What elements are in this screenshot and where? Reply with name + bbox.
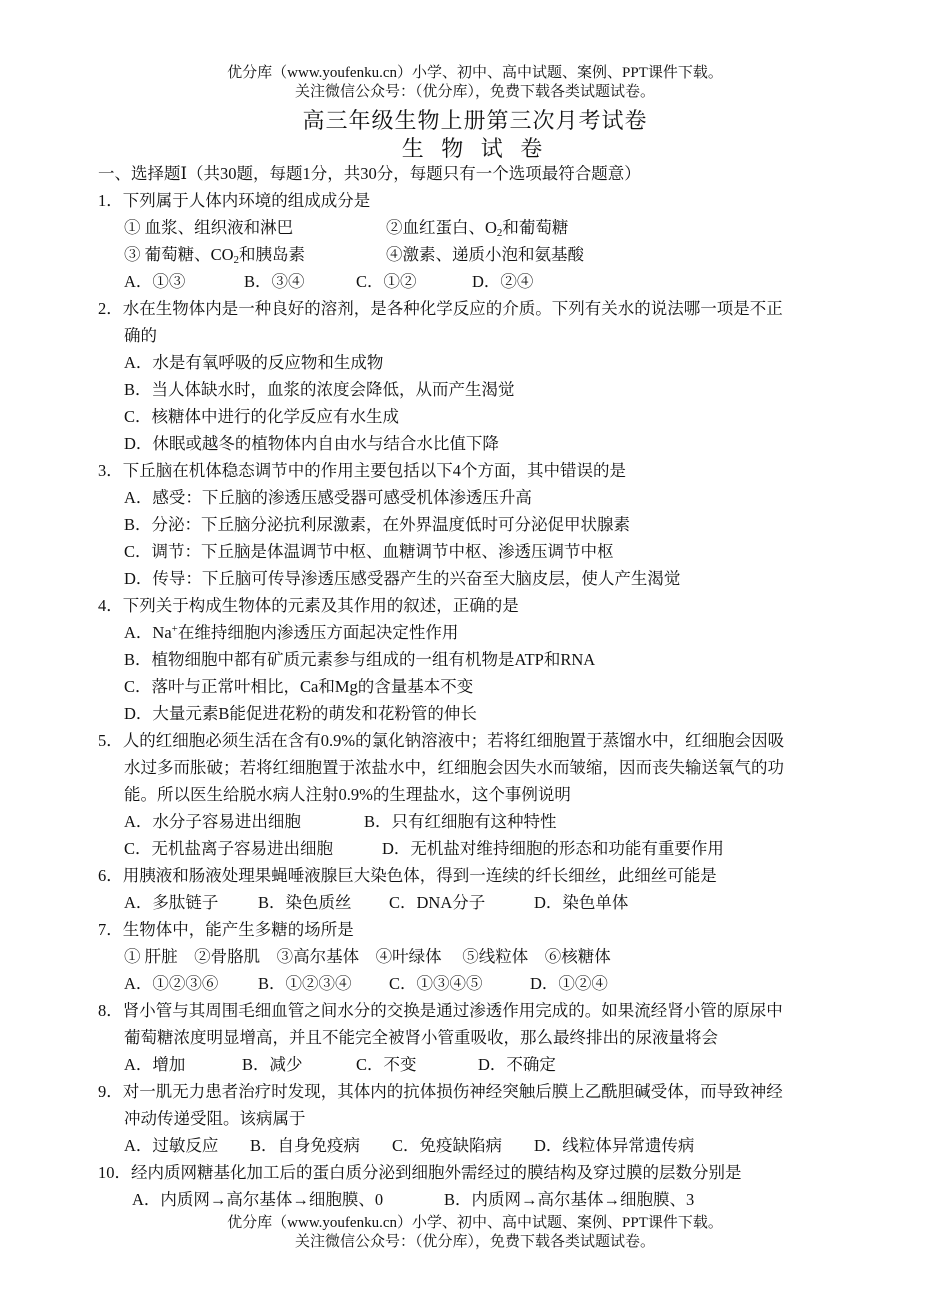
- q1-item-4: ④激素、递质小泡和氨基酸: [386, 245, 584, 264]
- q7-stem: 7．生物体中，能产生多糖的场所是: [98, 920, 354, 939]
- q5-stem-line-1: 5．人的红细胞必须生活在含有0.9%的氯化钠溶液中；若将红细胞置于蒸馏水中，红细胞会因吸: [98, 731, 785, 750]
- q8-stem-line-1: 8．肾小管与其周围毛细血管之间水分的交换是通过渗透作用完成的。如果流经肾小管的原尿中: [98, 1001, 783, 1020]
- q5-option-a: A．水分子容易进出细胞: [124, 812, 301, 831]
- q1-option-c: C．①②: [356, 272, 417, 291]
- q3-stem: 3．下丘脑在机体稳态调节中的作用主要包括以下4个方面，其中错误的是: [98, 461, 626, 480]
- q9-stem-line-2: 冲动传递受阻。该病属于: [124, 1109, 306, 1128]
- q5-stem-line-3: 能。所以医生给脱水病人注射0.9%的生理盐水，这个事例说明: [124, 785, 571, 804]
- q2-option-d: D．休眠或越冬的植物体内自由水与结合水比值下降: [124, 434, 499, 453]
- q3-option-b: B．分泌：下丘脑分泌抗利尿激素，在外界温度低时可分泌促甲状腺素: [124, 515, 631, 534]
- q2-stem-line-1: 2．水在生物体内是一种良好的溶剂，是各种化学反应的介质。下列有关水的说法哪一项是不正: [98, 299, 783, 318]
- q5-option-d: D．无机盐对维持细胞的形态和功能有重要作用: [382, 839, 724, 858]
- header-line-1: 优分库（www.youfenku.cn）小学、初中、高中试题、案例、PPT课件下载。: [227, 65, 723, 81]
- q7-option-b: B．①②③④: [258, 974, 352, 993]
- q3-option-a: A．感受：下丘脑的渗透压感受器可感受机体渗透压升高: [124, 488, 532, 507]
- q6-option-c: C．DNA分子: [389, 893, 486, 912]
- exam-subtitle: 生 物 试 卷: [401, 136, 549, 161]
- q7-option-c: C．①③④⑤: [389, 974, 483, 993]
- q5-option-c: C．无机盐离子容易进出细胞: [124, 839, 334, 858]
- q8-option-a: A．增加: [124, 1055, 186, 1074]
- q8-stem-line-2: 葡萄糖浓度明显增高，并且不能完全被肾小管重吸收，那么最终排出的尿液量将会: [124, 1028, 718, 1047]
- q1-stem: 1．下列属于人体内环境的组成成分是: [98, 191, 371, 210]
- q6-stem: 6．用胰液和肠液处理果蝇唾液腺巨大染色体，得到一连续的纤长细丝，此细丝可能是: [98, 866, 717, 885]
- q9-option-d: D．线粒体异常遗传病: [534, 1136, 695, 1155]
- q9-stem-line-1: 9．对一肌无力患者治疗时发现，其体内的抗体损伤神经突触后膜上乙酰胆碱受体，而导致神经: [98, 1082, 783, 1101]
- q6-option-d: D．染色单体: [534, 893, 629, 912]
- q10-option-a: A．内质网→高尔基体→细胞膜、0: [132, 1190, 384, 1209]
- q2-option-a: A．水是有氧呼吸的反应物和生成物: [124, 353, 384, 372]
- q3-option-d: D．传导：下丘脑可传导渗透压感受器产生的兴奋至大脑皮层，使人产生渴觉: [124, 569, 681, 588]
- q1-item-3: ③ 葡萄糖、$CO_2$和胰岛素: [124, 245, 306, 266]
- q7-items: ① 肝脏 ②骨胳肌 ③高尔基体 ④叶绿体 ⑤线粒体 ⑥核糖体: [124, 947, 611, 966]
- q7-option-d: D．①②④: [530, 974, 608, 993]
- q1-item-1: ① 血浆、组织液和淋巴: [124, 218, 294, 237]
- footer-line-2: 关注微信公众号：（优分库），免费下载各类试题试卷。: [294, 1234, 655, 1250]
- q10-stem: 10．经内质网糖基化加工后的蛋白质分泌到细胞外需经过的膜结构及穿过膜的层数分别是: [98, 1163, 742, 1182]
- q8-option-d: D．不确定: [478, 1055, 556, 1074]
- q5-option-b: B．只有红细胞有这种特性: [364, 812, 557, 831]
- q9-option-c: C．免疫缺陷病: [392, 1136, 503, 1155]
- q1-option-a: A．①③: [124, 272, 186, 291]
- q10-option-b: B．内质网→高尔基体→细胞膜、3: [444, 1190, 695, 1209]
- q8-option-b: B．减少: [242, 1055, 303, 1074]
- q1-option-b: B．③④: [244, 272, 305, 291]
- footer-line-1: 优分库（www.youfenku.cn）小学、初中、高中试题、案例、PPT课件下载。: [227, 1215, 723, 1231]
- q4-stem: 4．下列关于构成生物体的元素及其作用的叙述，正确的是: [98, 596, 519, 615]
- q1-option-d: D．②④: [472, 272, 534, 291]
- q3-option-c: C．调节：下丘脑是体温调节中枢、血糖调节中枢、渗透压调节中枢: [124, 542, 614, 561]
- q2-stem-line-2: 确的: [124, 326, 157, 345]
- q8-option-c: C．不变: [356, 1055, 417, 1074]
- q2-option-c: C．核糖体中进行的化学反应有水生成: [124, 407, 400, 426]
- exam-title: 高三年级生物上册第三次月考试卷: [302, 108, 648, 133]
- q9-option-b: B．自身免疫病: [250, 1136, 361, 1155]
- section-heading: 一、选择题Ⅰ（共30题，每题1分，共30分，每题只有一个选项最符合题意）: [98, 164, 641, 183]
- q5-stem-line-2: 水过多而胀破；若将红细胞置于浓盐水中，红细胞会因失水而皱缩，因而丧失输送氧气的功: [124, 758, 784, 777]
- q7-option-a: A．①②③⑥: [124, 974, 219, 993]
- header-line-2: 关注微信公众号：（优分库），免费下载各类试题试卷。: [294, 84, 655, 100]
- q4-option-a: A．Na+在维持细胞内渗透压方面起决定性作用: [124, 623, 459, 642]
- q1-item-2: ②血红蛋白、$O_2$和葡萄糖: [386, 218, 569, 239]
- q9-option-a: A．过敏反应: [124, 1136, 219, 1155]
- q4-option-c: C．落叶与正常叶相比，Ca和Mg的含量基本不变: [124, 677, 474, 696]
- q6-option-b: B．染色质丝: [258, 893, 352, 912]
- q2-option-b: B．当人体缺水时，血浆的浓度会降低，从而产生渴觉: [124, 380, 515, 399]
- q4-option-b: B．植物细胞中都有矿质元素参与组成的一组有机物是ATP和RNA: [124, 650, 596, 669]
- q4-option-d: D．大量元素B能促进花粉的萌发和花粉管的伸长: [124, 704, 477, 723]
- q6-option-a: A．多肽链子: [124, 893, 219, 912]
